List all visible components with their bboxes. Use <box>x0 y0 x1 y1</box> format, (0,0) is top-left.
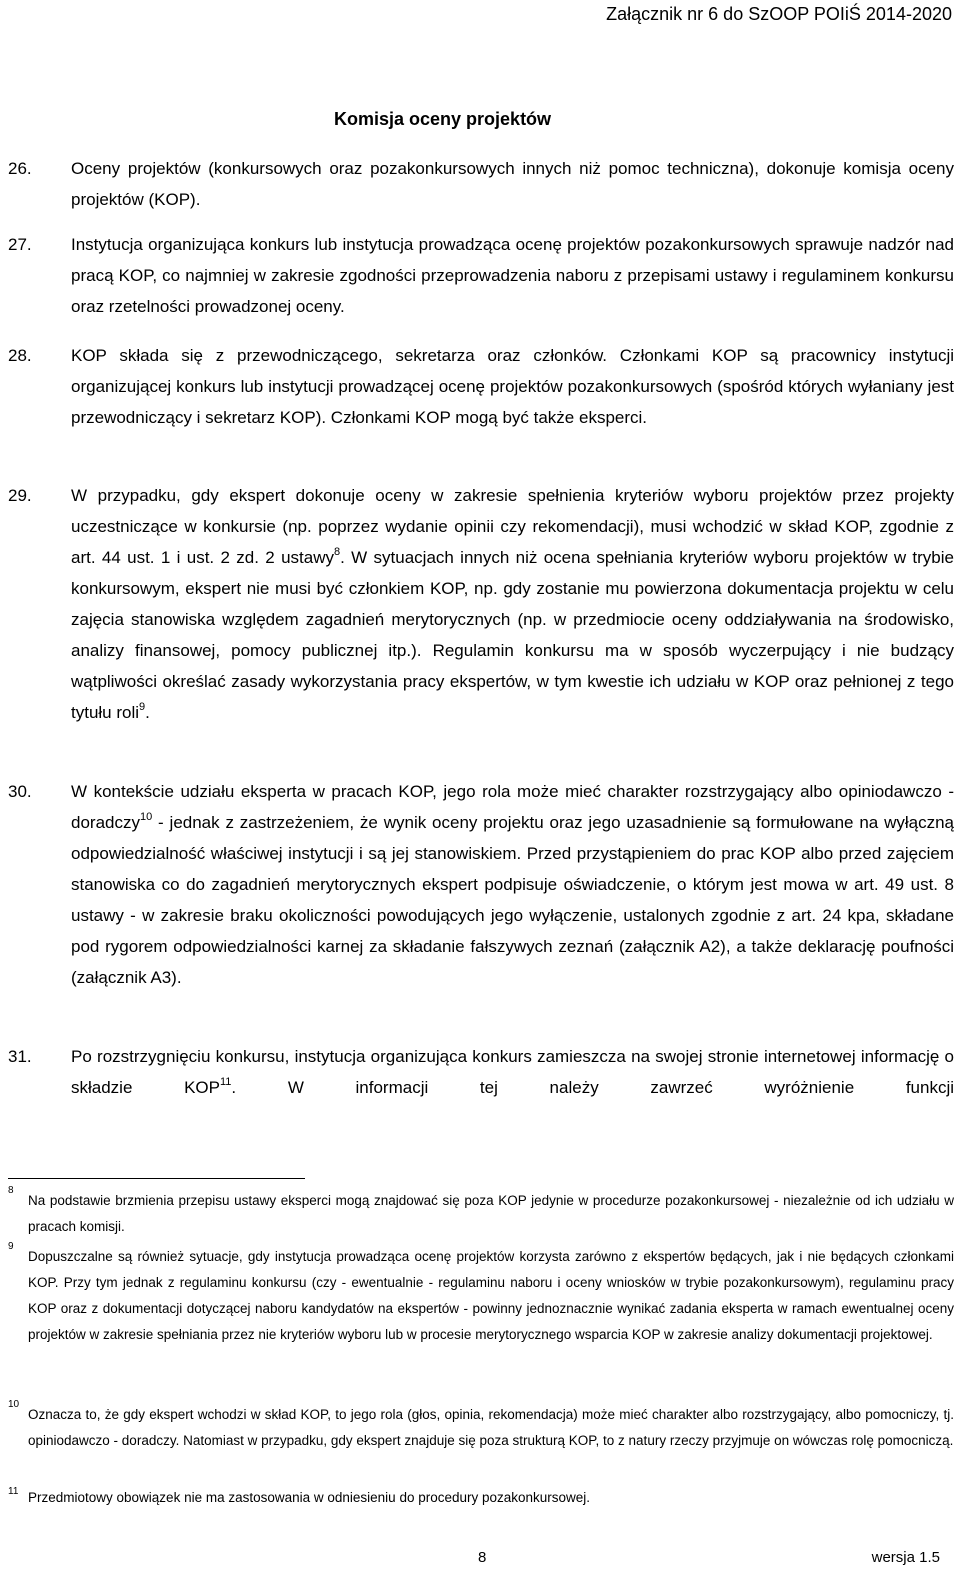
footnote-number: 11 <box>8 1486 19 1497</box>
footnote-ref-9[interactable]: 9 <box>139 701 146 713</box>
footnote-text: Oznacza to, że gdy ekspert wchodzi w skład KOP, to jego rola (głos, opinia, rekomendacja) może mieć charakter albo rozstrzygający, albo pomocniczy, tj. opiniodawczo - doradczy. Natomiast w przypadku, gdy ekspert znajduje się poza strukturą KOP, to z natury rzeczy przyjmuje on wówczas rolę pomocniczą. <box>28 1407 954 1448</box>
paragraph-28 <box>8 340 954 433</box>
paragraph-text-part: . <box>145 703 150 722</box>
paragraph-text-part: . W informacji tej należy zawrzeć wyróżnienie funkcji <box>231 1078 955 1097</box>
paragraph-text <box>71 776 954 993</box>
footnote-9 <box>8 1241 954 1348</box>
paragraph-number: 30. <box>8 782 32 801</box>
footnote-10 <box>8 1399 954 1454</box>
paragraph-number: 29. <box>8 486 32 505</box>
paragraph-number: 28. <box>8 346 32 365</box>
footnote-11 <box>8 1485 954 1511</box>
paragraph-text: Instytucja organizująca konkurs lub instytucja prowadząca ocenę projektów pozakonkursowych sprawuje nadzór nad pracą KOP, co najmniej w zakresie zgodności przeprowadzenia naboru z przepisami ustawy i regulaminem konkursu oraz rzetelności prowadzonej oceny. <box>71 235 954 316</box>
footnote-ref-10[interactable]: 10 <box>139 811 153 823</box>
footnote-ref-8[interactable]: 8 <box>333 546 341 558</box>
footnote-number: 10 <box>8 1399 20 1410</box>
paragraph-text-part: . W sytuacjach innych niż ocena spełniania kryteriów wyboru projektów w trybie konkursowym, ekspert nie musi być członkiem KOP, np. gdy zostanie mu powierzona dokumentacja projektu w celu zajęcia stanowiska względem zagadnień merytorycznych (np. w przedmiocie oceny oddziaływania na środowisko, analizy finansowej, pomocy publicznej itp.). Regulamin konkursu ma w sposób wyczerpujący i nie budzący wątpliwości określać zasady wykorzystania pracy ekspertów, w tym kwestie ich udziału w KOP oraz pełnionej z tego tytułu roli <box>71 548 954 722</box>
document-header: Załącznik nr 6 do SzOOP POIiŚ 2014-2020 <box>606 4 952 24</box>
paragraph-text-part: W kontekście udziału eksperta w pracach KOP, jego rola może mieć charakter rozstrzygający albo opiniodawczo - doradczy <box>71 782 954 832</box>
paragraph-31 <box>8 1041 954 1103</box>
paragraph-text: Oceny projektów (konkursowych oraz pozakonkursowych innych niż pomoc techniczna), dokonuje komisja oceny projektów (KOP). <box>71 159 954 209</box>
footnote-text: Przedmiotowy obowiązek nie ma zastosowania w odniesieniu do procedury pozakonkursowej. <box>28 1490 591 1505</box>
footnote-separator <box>8 1178 305 1179</box>
paragraph-text <box>71 1041 954 1103</box>
paragraph-number: 26. <box>8 159 32 178</box>
paragraph-text-part: W przypadku, gdy ekspert dokonuje oceny w zakresie spełnienia kryteriów wyboru projektów przez projekty uczestniczące w konkursie (np. poprzez wydanie opinii czy rekomendacji), musi wchodzić w skład KOP, zgodnie z art. 44 ust. 1 i ust. 2 zd. 2 ustawy <box>71 486 954 567</box>
paragraph-text-part: - jednak z zastrzeżeniem, że wynik oceny projektu oraz jego uzasadnienie są formułowane na wyłączną odpowiedzialność właściwej instytucji i są jej stanowiskiem. Przed przystąpieniem do prac KOP albo przed zajęciem stanowiska co do zagadnień merytorycznych ekspert podpisuje oświadczenie, o którym jest mowa w art. 49 ust. 8 ustawy - w zakresie braku okoliczności powodujących jego wyłączenie, ustalonych zgodnie z art. 24 kpa, składane pod rygorem odpowiedzialności karnej za składanie fałszywych zeznań (załącznik A2), a także deklarację poufności (załącznik A3). <box>71 813 954 987</box>
paragraph-29 <box>8 480 954 728</box>
paragraph-number: 31. <box>8 1047 32 1066</box>
footnote-text: Dopuszczalne są również sytuacje, gdy instytucja prowadząca ocenę projektów korzysta zarówno z ekspertów będących, jak i nie będących członkami KOP. Przy tym jednak z regulaminu konkursu (czy - ewentualnie - regulaminu naboru i oceny wniosków w trybie pozakonkursowym), regulaminu pracy KOP oraz z dokumentacji dotyczącej naboru kandydatów na ekspertów - powinny jednoznacznie wynikać zadania eksperta w ramach ewentualnej oceny projektów w zakresie spełniania przez nie kryteriów wyboru lub w procesie merytorycznego wsparcia KOP w zakresie analizy dokumentacji projektowej. <box>28 1249 954 1342</box>
footnote-ref-11[interactable]: 11 <box>220 1076 232 1088</box>
footnote-8 <box>8 1185 954 1240</box>
page-number: 8 <box>478 1549 487 1566</box>
paragraph-text-part: Po rozstrzygnięciu konkursu, instytucja organizująca konkurs zamieszcza na swojej stronie internetowej informację o składzie KOP <box>71 1047 954 1097</box>
paragraph-26 <box>8 153 954 215</box>
footnote-number: 8 <box>8 1185 14 1196</box>
section-title: Komisja oceny projektów <box>334 109 552 129</box>
paragraph-30 <box>8 776 954 993</box>
document-version: wersja 1.5 <box>871 1549 940 1566</box>
paragraph-27 <box>8 229 954 322</box>
paragraph-text <box>71 480 954 728</box>
paragraph-text: KOP składa się z przewodniczącego, sekretarza oraz członków. Członkami KOP są pracownicy instytucji organizującej konkurs lub instytucji prowadzącej ocenę projektów pozakonkursowych (spośród których wyłaniany jest przewodniczący i sekretarz KOP). Członkami KOP mogą być także eksperci. <box>71 346 954 427</box>
paragraph-number: 27. <box>8 235 32 254</box>
footnote-number: 9 <box>8 1241 14 1252</box>
footnote-text: Na podstawie brzmienia przepisu ustawy eksperci mogą znajdować się poza KOP jedynie w procedurze pozakonkursowej - niezależnie od ich udziału w pracach komisji. <box>28 1193 954 1234</box>
